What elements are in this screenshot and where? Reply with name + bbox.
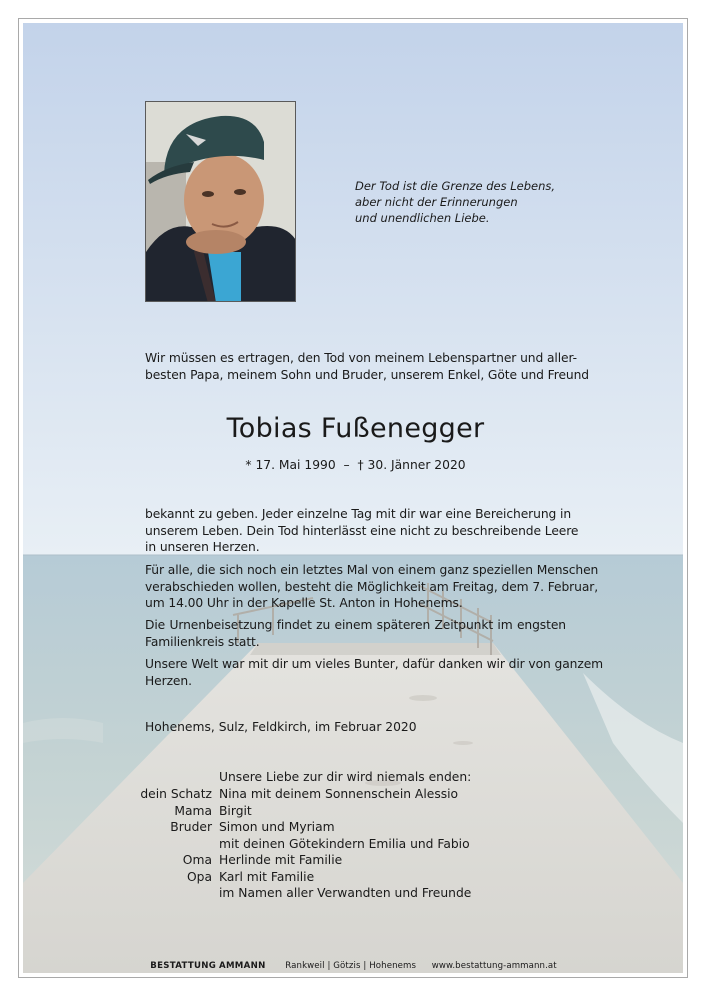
mourner-name: Karl mit Familie xyxy=(219,869,315,884)
mourner-role: dein Schatz xyxy=(140,787,212,801)
quote-line: und unendlichen Liebe. xyxy=(355,211,490,225)
body-line: Die Urnenbeisetzung findet zu einem späteren Zeitpunkt im engsten xyxy=(145,618,566,632)
body-line: verabschieden wollen, besteht die Möglichkeit am Freitag, dem 7. Februar, xyxy=(145,579,599,594)
intro-line: besten Papa, meinem Sohn und Bruder, unserem Enkel, Göte und Freund xyxy=(145,367,590,382)
mourner-name: mit deinen Götekindern Emilia und Fabio xyxy=(219,836,470,851)
mourners-list xyxy=(0,787,707,903)
mourner-name: Herlinde mit Familie xyxy=(219,853,343,867)
intro-line: Wir müssen es ertragen, den Tod von meinem Lebenspartner und aller- xyxy=(145,351,578,365)
body-paragraph-3 xyxy=(145,617,566,650)
mourner-role: Bruder xyxy=(170,820,212,834)
mourner-role: Opa xyxy=(186,869,212,884)
mourner-row xyxy=(0,886,707,903)
body-paragraph-1 xyxy=(145,506,579,556)
mourner-role: Oma xyxy=(182,853,212,867)
brand-second: AMMANN xyxy=(219,961,266,971)
body-line: bekannt zu geben. Jeder einzelne Tag mit dir war eine Bereicherung in xyxy=(145,507,572,521)
birth-date: * 17. Mai 1990 xyxy=(245,458,336,472)
date-separator: – xyxy=(343,458,350,472)
funeral-home-footer xyxy=(0,961,707,971)
quote-line: aber nicht der Erinnerungen xyxy=(355,195,518,209)
brand-first: BESTATTUNG xyxy=(150,961,217,971)
mourner-row xyxy=(0,820,707,837)
deceased-name: Tobias Fußenegger xyxy=(226,413,485,444)
death-date: † 30. Jänner 2020 xyxy=(357,458,466,472)
mourner-row xyxy=(0,837,707,854)
mourner-row xyxy=(0,804,707,821)
footer-locations: Rankweil | Götzis | Hohenems xyxy=(285,961,417,971)
place-date: Hohenems, Sulz, Feldkirch, im Februar 2020 xyxy=(145,720,417,734)
mourner-name: Birgit xyxy=(219,803,252,818)
footer-website: www.bestattung-ammann.at xyxy=(431,961,557,971)
body-paragraph-4 xyxy=(145,656,604,689)
mourner-name: Simon und Myriam xyxy=(219,820,335,834)
body-paragraph-2 xyxy=(145,562,599,612)
body-line: um 14.00 Uhr in der Kapelle St. Anton in Hohenems. xyxy=(145,596,463,610)
body-line: Unsere Welt war mit dir um vieles Bunter, dafür danken wir dir von ganzem xyxy=(145,657,604,671)
portrait-photo xyxy=(145,101,296,302)
mourner-name: im Namen aller Verwandten und Freunde xyxy=(219,886,472,900)
mourner-row xyxy=(0,787,707,804)
body-line: Für alle, die sich noch ein letztes Mal von einem ganz speziellen Menschen xyxy=(145,563,599,577)
quote-line: Der Tod ist die Grenze des Lebens, xyxy=(355,179,556,193)
memorial-quote xyxy=(355,178,595,226)
mourner-row xyxy=(0,870,707,887)
body-line: Familienkreis statt. xyxy=(145,634,260,649)
intro-text xyxy=(145,350,590,383)
body-line: in unseren Herzen. xyxy=(145,540,260,554)
body-line: unserem Leben. Dein Tod hinterlässt eine nicht zu beschreibende Leere xyxy=(145,523,579,538)
life-dates xyxy=(145,458,566,472)
mourner-role: Mama xyxy=(174,803,212,818)
mourner-row xyxy=(0,853,707,870)
body-line: Herzen. xyxy=(145,673,192,688)
mourner-name: Nina mit deinem Sonnenschein Alessio xyxy=(219,787,459,801)
mourners-heading: Unsere Liebe zur dir wird niemals enden: xyxy=(219,770,472,784)
